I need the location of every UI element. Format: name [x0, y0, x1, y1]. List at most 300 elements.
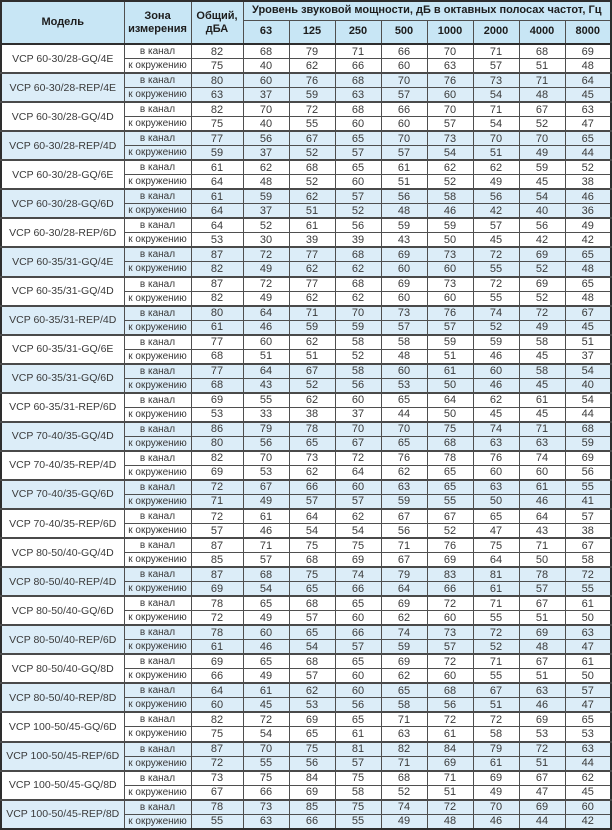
total-dba-cell: 61: [191, 189, 243, 204]
band-level-cell: 69: [519, 277, 565, 292]
band-level-cell: 62: [289, 189, 335, 204]
band-level-cell: 71: [473, 44, 519, 59]
band-level-cell: 72: [519, 306, 565, 321]
band-level-cell: 75: [427, 422, 473, 437]
band-level-cell: 56: [289, 756, 335, 771]
band-level-cell: 78: [519, 567, 565, 582]
col-header-freq: 63: [243, 20, 289, 44]
band-level-cell: 62: [335, 509, 381, 524]
band-level-cell: 33: [243, 407, 289, 422]
model-cell: VCP 80-50/40-GQ/8D: [1, 654, 124, 683]
band-level-cell: 48: [243, 175, 289, 190]
band-level-cell: 75: [289, 538, 335, 553]
band-level-cell: 45: [473, 233, 519, 248]
band-level-cell: 40: [243, 117, 289, 132]
table-row: [1, 102, 611, 117]
band-level-cell: 75: [473, 538, 519, 553]
total-dba-cell: 61: [191, 640, 243, 655]
band-level-cell: 70: [427, 102, 473, 117]
band-level-cell: 83: [427, 567, 473, 582]
table-row: [1, 800, 611, 815]
table-row: [1, 277, 611, 292]
table-row: [1, 393, 611, 408]
zone-cell: к окружению: [124, 88, 191, 103]
band-level-cell: 62: [473, 393, 519, 408]
zone-cell: к окружению: [124, 436, 191, 451]
band-level-cell: 57: [335, 189, 381, 204]
band-level-cell: 54: [289, 640, 335, 655]
col-header-freq: 250: [335, 20, 381, 44]
total-dba-cell: 59: [191, 146, 243, 161]
band-level-cell: 55: [473, 669, 519, 684]
model-cell: VCP 60-35/31-REP/4D: [1, 306, 124, 335]
total-dba-cell: 78: [191, 800, 243, 815]
zone-cell: к окружению: [124, 262, 191, 277]
total-dba-cell: 78: [191, 625, 243, 640]
total-dba-cell: 75: [191, 59, 243, 74]
zone-cell: к окружению: [124, 465, 191, 480]
band-level-cell: 60: [335, 669, 381, 684]
band-level-cell: 79: [289, 44, 335, 59]
band-level-cell: 57: [335, 640, 381, 655]
total-dba-cell: 72: [191, 611, 243, 626]
zone-cell: к окружению: [124, 291, 191, 306]
total-dba-cell: 87: [191, 277, 243, 292]
band-level-cell: 65: [565, 247, 611, 262]
band-level-cell: 69: [381, 247, 427, 262]
total-dba-cell: 75: [191, 727, 243, 742]
band-level-cell: 65: [335, 712, 381, 727]
band-level-cell: 49: [473, 175, 519, 190]
band-level-cell: 64: [289, 509, 335, 524]
zone-cell: к окружению: [124, 553, 191, 568]
band-level-cell: 57: [427, 640, 473, 655]
band-level-cell: 67: [289, 364, 335, 379]
band-level-cell: 64: [473, 553, 519, 568]
band-level-cell: 63: [473, 480, 519, 495]
band-level-cell: 42: [519, 233, 565, 248]
band-level-cell: 78: [427, 451, 473, 466]
total-dba-cell: 77: [191, 131, 243, 146]
total-dba-cell: 87: [191, 247, 243, 262]
band-level-cell: 72: [243, 712, 289, 727]
model-cell: VCP 70-40/35-REP/6D: [1, 509, 124, 538]
model-cell: VCP 80-50/40-GQ/6D: [1, 596, 124, 625]
band-level-cell: 59: [381, 494, 427, 509]
band-level-cell: 71: [381, 756, 427, 771]
band-level-cell: 55: [565, 480, 611, 495]
model-cell: VCP 60-35/31-REP/6D: [1, 393, 124, 422]
band-level-cell: 46: [519, 698, 565, 713]
band-level-cell: 63: [565, 102, 611, 117]
band-level-cell: 77: [289, 277, 335, 292]
zone-cell: в канал: [124, 189, 191, 204]
band-level-cell: 67: [519, 596, 565, 611]
band-level-cell: 72: [427, 712, 473, 727]
band-level-cell: 68: [289, 596, 335, 611]
band-level-cell: 44: [565, 407, 611, 422]
band-level-cell: 66: [335, 59, 381, 74]
band-level-cell: 43: [519, 524, 565, 539]
zone-cell: к окружению: [124, 727, 191, 742]
zone-cell: в канал: [124, 654, 191, 669]
band-level-cell: 84: [289, 771, 335, 786]
model-cell: VCP 60-30/28-GQ/4E: [1, 44, 124, 73]
band-level-cell: 56: [473, 189, 519, 204]
band-level-cell: 60: [381, 262, 427, 277]
table-row: [1, 335, 611, 350]
band-level-cell: 65: [381, 683, 427, 698]
model-cell: VCP 60-30/28-GQ/6D: [1, 189, 124, 218]
model-cell: VCP 60-30/28-REP/6D: [1, 218, 124, 247]
band-level-cell: 45: [473, 407, 519, 422]
band-level-cell: 67: [565, 306, 611, 321]
zone-cell: к окружению: [124, 378, 191, 393]
total-dba-cell: 85: [191, 553, 243, 568]
total-dba-cell: 72: [191, 480, 243, 495]
col-header-freq: 500: [381, 20, 427, 44]
band-level-cell: 62: [289, 262, 335, 277]
band-level-cell: 72: [243, 277, 289, 292]
band-level-cell: 70: [427, 44, 473, 59]
table-row: [1, 131, 611, 146]
band-level-cell: 48: [565, 59, 611, 74]
band-level-cell: 58: [473, 727, 519, 742]
band-level-cell: 50: [427, 378, 473, 393]
band-level-cell: 71: [427, 771, 473, 786]
zone-cell: в канал: [124, 480, 191, 495]
band-level-cell: 74: [473, 422, 519, 437]
band-level-cell: 71: [519, 73, 565, 88]
band-level-cell: 76: [473, 451, 519, 466]
band-level-cell: 73: [473, 73, 519, 88]
total-dba-cell: 78: [191, 596, 243, 611]
band-level-cell: 72: [473, 712, 519, 727]
band-level-cell: 49: [243, 611, 289, 626]
band-level-cell: 57: [289, 494, 335, 509]
total-dba-cell: 60: [191, 698, 243, 713]
band-level-cell: 57: [427, 320, 473, 335]
band-level-cell: 75: [243, 771, 289, 786]
band-level-cell: 64: [335, 465, 381, 480]
band-level-cell: 70: [243, 102, 289, 117]
model-cell: VCP 80-50/40-REP/6D: [1, 625, 124, 654]
band-level-cell: 50: [565, 611, 611, 626]
band-level-cell: 44: [565, 146, 611, 161]
zone-cell: к окружению: [124, 524, 191, 539]
band-level-cell: 57: [335, 756, 381, 771]
band-level-cell: 68: [335, 247, 381, 262]
zone-cell: в канал: [124, 131, 191, 146]
band-level-cell: 52: [473, 640, 519, 655]
band-level-cell: 65: [381, 436, 427, 451]
table-row: [1, 189, 611, 204]
zone-cell: к окружению: [124, 698, 191, 713]
band-level-cell: 59: [427, 335, 473, 350]
band-level-cell: 61: [381, 160, 427, 175]
band-level-cell: 58: [519, 335, 565, 350]
band-level-cell: 49: [473, 785, 519, 800]
band-level-cell: 48: [565, 262, 611, 277]
zone-cell: к окружению: [124, 669, 191, 684]
table-row: [1, 480, 611, 495]
band-level-cell: 77: [289, 247, 335, 262]
band-level-cell: 72: [335, 451, 381, 466]
band-level-cell: 61: [289, 218, 335, 233]
band-level-cell: 48: [519, 640, 565, 655]
band-level-cell: 68: [335, 277, 381, 292]
band-level-cell: 48: [381, 204, 427, 219]
band-level-cell: 57: [519, 582, 565, 597]
band-level-cell: 70: [381, 73, 427, 88]
model-cell: VCP 60-35/31-GQ/4D: [1, 277, 124, 306]
band-level-cell: 57: [473, 59, 519, 74]
band-level-cell: 60: [381, 364, 427, 379]
zone-cell: в канал: [124, 306, 191, 321]
band-level-cell: 58: [381, 335, 427, 350]
band-level-cell: 71: [473, 102, 519, 117]
band-level-cell: 46: [243, 640, 289, 655]
band-level-cell: 63: [335, 88, 381, 103]
band-level-cell: 76: [427, 306, 473, 321]
band-level-cell: 60: [335, 175, 381, 190]
band-level-cell: 62: [289, 335, 335, 350]
band-level-cell: 54: [473, 117, 519, 132]
band-level-cell: 73: [243, 800, 289, 815]
band-level-cell: 75: [289, 567, 335, 582]
band-level-cell: 75: [335, 771, 381, 786]
band-level-cell: 65: [427, 480, 473, 495]
band-level-cell: 53: [289, 698, 335, 713]
zone-cell: в канал: [124, 596, 191, 611]
band-level-cell: 66: [381, 102, 427, 117]
model-cell: VCP 70-40/35-GQ/6D: [1, 480, 124, 509]
band-level-cell: 41: [565, 494, 611, 509]
band-level-cell: 69: [289, 785, 335, 800]
band-level-cell: 62: [335, 262, 381, 277]
col-header-freq: 4000: [519, 20, 565, 44]
band-level-cell: 58: [381, 698, 427, 713]
band-level-cell: 58: [335, 785, 381, 800]
band-level-cell: 71: [473, 654, 519, 669]
band-level-cell: 71: [519, 538, 565, 553]
band-level-cell: 54: [289, 524, 335, 539]
band-level-cell: 38: [289, 407, 335, 422]
band-level-cell: 42: [565, 233, 611, 248]
band-level-cell: 60: [427, 669, 473, 684]
band-level-cell: 55: [243, 756, 289, 771]
total-dba-cell: 82: [191, 451, 243, 466]
band-level-cell: 60: [335, 117, 381, 132]
zone-cell: к окружению: [124, 582, 191, 597]
band-level-cell: 51: [565, 335, 611, 350]
band-level-cell: 53: [243, 465, 289, 480]
band-level-cell: 59: [381, 218, 427, 233]
band-level-cell: 46: [243, 524, 289, 539]
band-level-cell: 65: [473, 509, 519, 524]
band-level-cell: 50: [519, 553, 565, 568]
table-row: [1, 567, 611, 582]
band-level-cell: 51: [289, 349, 335, 364]
band-level-cell: 67: [289, 131, 335, 146]
band-level-cell: 59: [519, 160, 565, 175]
band-level-cell: 71: [519, 422, 565, 437]
band-level-cell: 69: [473, 771, 519, 786]
band-level-cell: 66: [289, 814, 335, 829]
band-level-cell: 61: [243, 683, 289, 698]
band-level-cell: 55: [289, 117, 335, 132]
band-level-cell: 36: [565, 204, 611, 219]
band-level-cell: 71: [473, 596, 519, 611]
band-level-cell: 57: [381, 146, 427, 161]
band-level-cell: 57: [565, 509, 611, 524]
model-cell: VCP 60-35/31-GQ/4E: [1, 247, 124, 276]
band-level-cell: 68: [427, 436, 473, 451]
band-level-cell: 60: [335, 393, 381, 408]
band-level-cell: 37: [565, 349, 611, 364]
total-dba-cell: 61: [191, 320, 243, 335]
total-dba-cell: 77: [191, 335, 243, 350]
band-level-cell: 46: [473, 349, 519, 364]
zone-cell: в канал: [124, 422, 191, 437]
band-level-cell: 66: [243, 785, 289, 800]
total-dba-cell: 82: [191, 262, 243, 277]
band-level-cell: 70: [473, 131, 519, 146]
band-level-cell: 51: [519, 59, 565, 74]
band-level-cell: 66: [289, 480, 335, 495]
band-level-cell: 47: [473, 524, 519, 539]
model-cell: VCP 100-50/45-GQ/8D: [1, 771, 124, 800]
total-dba-cell: 87: [191, 538, 243, 553]
band-level-cell: 70: [243, 451, 289, 466]
band-level-cell: 56: [243, 436, 289, 451]
band-level-cell: 40: [243, 59, 289, 74]
band-level-cell: 65: [289, 625, 335, 640]
band-level-cell: 74: [381, 625, 427, 640]
band-level-cell: 69: [565, 44, 611, 59]
band-level-cell: 59: [243, 189, 289, 204]
band-level-cell: 46: [473, 814, 519, 829]
table-row: [1, 509, 611, 524]
band-level-cell: 67: [519, 771, 565, 786]
zone-cell: в канал: [124, 277, 191, 292]
band-level-cell: 70: [473, 800, 519, 815]
band-level-cell: 69: [427, 756, 473, 771]
band-level-cell: 65: [565, 277, 611, 292]
table-row: [1, 73, 611, 88]
band-level-cell: 52: [289, 175, 335, 190]
band-level-cell: 37: [243, 204, 289, 219]
zone-cell: к окружению: [124, 117, 191, 132]
band-level-cell: 63: [565, 625, 611, 640]
total-dba-cell: 73: [191, 771, 243, 786]
zone-cell: в канал: [124, 364, 191, 379]
col-header-freq: 2000: [473, 20, 519, 44]
col-header-freq: 8000: [565, 20, 611, 44]
band-level-cell: 74: [381, 800, 427, 815]
band-level-cell: 65: [289, 582, 335, 597]
zone-cell: к окружению: [124, 407, 191, 422]
band-level-cell: 58: [335, 335, 381, 350]
band-level-cell: 37: [335, 407, 381, 422]
band-level-cell: 55: [427, 494, 473, 509]
band-level-cell: 72: [473, 625, 519, 640]
band-level-cell: 42: [565, 814, 611, 829]
band-level-cell: 49: [381, 814, 427, 829]
table-row: [1, 218, 611, 233]
band-level-cell: 59: [427, 218, 473, 233]
zone-cell: в канал: [124, 160, 191, 175]
band-level-cell: 62: [565, 771, 611, 786]
zone-cell: в канал: [124, 44, 191, 59]
band-level-cell: 54: [519, 189, 565, 204]
band-level-cell: 56: [335, 698, 381, 713]
band-level-cell: 45: [519, 349, 565, 364]
band-level-cell: 72: [427, 654, 473, 669]
band-level-cell: 52: [289, 378, 335, 393]
band-level-cell: 62: [289, 683, 335, 698]
band-level-cell: 51: [289, 204, 335, 219]
band-level-cell: 56: [335, 218, 381, 233]
band-level-cell: 51: [519, 756, 565, 771]
band-level-cell: 71: [289, 306, 335, 321]
band-level-cell: 72: [565, 567, 611, 582]
band-level-cell: 39: [335, 233, 381, 248]
band-level-cell: 75: [335, 538, 381, 553]
band-level-cell: 50: [565, 669, 611, 684]
band-level-cell: 68: [243, 567, 289, 582]
band-level-cell: 56: [565, 465, 611, 480]
band-level-cell: 55: [565, 582, 611, 597]
band-level-cell: 70: [381, 422, 427, 437]
zone-cell: к окружению: [124, 640, 191, 655]
total-dba-cell: 72: [191, 756, 243, 771]
band-level-cell: 78: [289, 422, 335, 437]
band-level-cell: 63: [519, 436, 565, 451]
band-level-cell: 49: [243, 669, 289, 684]
zone-cell: к окружению: [124, 320, 191, 335]
zone-cell: в канал: [124, 771, 191, 786]
band-level-cell: 64: [427, 393, 473, 408]
band-level-cell: 60: [335, 683, 381, 698]
model-cell: VCP 80-50/40-GQ/4D: [1, 538, 124, 567]
band-level-cell: 45: [519, 378, 565, 393]
zone-cell: в канал: [124, 712, 191, 727]
band-level-cell: 60: [335, 480, 381, 495]
band-level-cell: 51: [519, 611, 565, 626]
band-level-cell: 52: [335, 204, 381, 219]
band-level-cell: 65: [381, 393, 427, 408]
band-level-cell: 61: [473, 582, 519, 597]
band-level-cell: 62: [289, 59, 335, 74]
total-dba-cell: 82: [191, 291, 243, 306]
band-level-cell: 72: [427, 800, 473, 815]
zone-cell: к окружению: [124, 175, 191, 190]
band-level-cell: 40: [519, 204, 565, 219]
band-level-cell: 65: [289, 727, 335, 742]
band-level-cell: 58: [335, 364, 381, 379]
total-dba-cell: 53: [191, 407, 243, 422]
band-level-cell: 61: [565, 596, 611, 611]
band-level-cell: 62: [381, 669, 427, 684]
band-level-cell: 69: [381, 596, 427, 611]
zone-cell: в канал: [124, 247, 191, 262]
band-level-cell: 60: [381, 59, 427, 74]
zone-cell: в канал: [124, 683, 191, 698]
band-level-cell: 69: [519, 800, 565, 815]
band-level-cell: 51: [473, 146, 519, 161]
band-level-cell: 70: [381, 131, 427, 146]
